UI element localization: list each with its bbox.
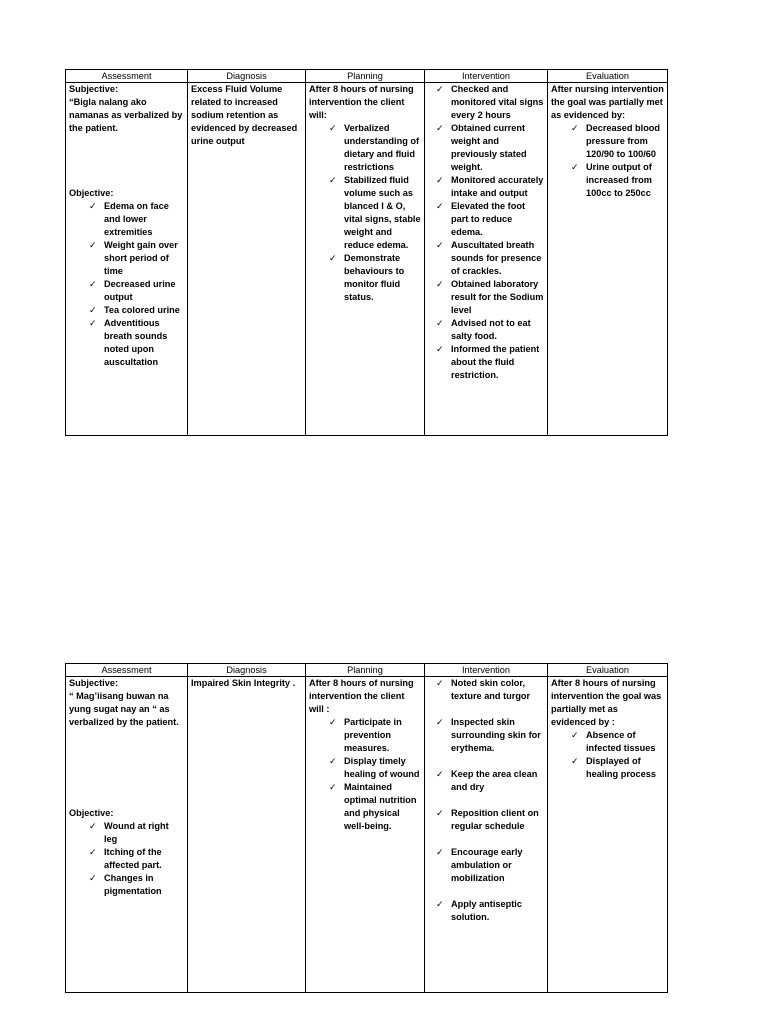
list-item: ✓ Verbalized understanding of dietary and fluid restrictions <box>329 123 420 172</box>
care-plan-table-skin-integrity <box>65 663 668 993</box>
list-item: ✓ Absence of infected tissues <box>571 730 656 753</box>
list-item: ✓ Itching of the affected part. <box>89 847 162 870</box>
check-icon: ✓ <box>436 123 444 133</box>
check-icon: ✓ <box>329 253 337 263</box>
check-icon: ✓ <box>329 717 337 727</box>
check-icon: ✓ <box>436 84 444 94</box>
check-icon: ✓ <box>89 873 97 883</box>
check-icon: ✓ <box>89 279 97 289</box>
list-item: ✓ Stabilized fluid volume such as blanced I & O, vital signs, stable weight and reduce edema. <box>329 175 421 250</box>
list-item: ✓ Auscultated breath sounds for presence of crackles. <box>436 240 542 276</box>
care-plan-table-fluid-volume <box>65 69 668 436</box>
header-planning: Planning <box>306 70 425 83</box>
header-planning: Planning <box>306 664 425 677</box>
check-icon: ✓ <box>571 756 579 766</box>
subjective-text: “Bigla nalang ako namanas as verbalized by the patient. <box>69 97 183 133</box>
table-row <box>66 83 668 436</box>
header-diagnosis: Diagnosis <box>188 664 306 677</box>
list-item: ✓ Keep the area clean and dry <box>436 769 538 792</box>
list-item: ✓ Participate in prevention measures. <box>329 717 402 753</box>
check-icon: ✓ <box>89 821 97 831</box>
list-item: ✓ Maintained optimal nutrition and physical well-being. <box>329 782 417 831</box>
list-item: ✓ Reposition client on regular schedule <box>436 808 539 831</box>
check-icon: ✓ <box>436 899 444 909</box>
planning-intro: After 8 hours of nursing intervention the client will: <box>309 84 414 120</box>
header-diagnosis: Diagnosis <box>188 70 306 83</box>
list-item: ✓ Decreased urine output <box>89 279 176 302</box>
evaluation-cell <box>548 83 668 436</box>
header-evaluation: Evaluation <box>548 664 668 677</box>
list-item: ✓ Displayed of healing process <box>571 756 656 779</box>
diagnosis-cell <box>188 677 306 993</box>
header-row <box>66 70 668 83</box>
objective-label: Objective: <box>69 188 114 198</box>
assessment-cell <box>66 677 188 993</box>
check-icon: ✓ <box>329 123 337 133</box>
diagnosis-cell <box>188 83 306 436</box>
check-icon: ✓ <box>571 162 579 172</box>
list-item: ✓ Tea colored urine <box>89 305 180 315</box>
evaluation-intro: After nursing intervention the goal was partially met as evidenced by: <box>551 84 664 120</box>
check-icon: ✓ <box>89 305 97 315</box>
list-item: ✓ Display timely healing of wound <box>329 756 420 779</box>
diagnosis-text: Impaired Skin Integrity . <box>191 678 296 688</box>
list-item: ✓ Encourage early ambulation or mobilization <box>436 847 523 883</box>
header-assessment: Assessment <box>66 70 188 83</box>
subjective-label: Subjective: <box>69 84 119 94</box>
header-row <box>66 664 668 677</box>
diagnosis-text: Excess Fluid Volume related to increased sodium retention as evidenced by decreased urine output <box>191 84 298 146</box>
list-item: ✓ Elevated the foot part to reduce edema. <box>436 201 526 237</box>
list-item: ✓ Checked and monitored vital signs every 2 hours <box>436 84 544 120</box>
header-intervention: Intervention <box>425 70 548 83</box>
intervention-cell <box>425 677 548 993</box>
check-icon: ✓ <box>436 175 444 185</box>
list-item: ✓ Demonstrate behaviours to monitor fluid status. <box>329 253 405 302</box>
evaluation-intro: After 8 hours of nursing intervention the goal was partially met as evidenced by : <box>551 678 662 727</box>
check-icon: ✓ <box>436 769 444 779</box>
check-icon: ✓ <box>436 808 444 818</box>
check-icon: ✓ <box>89 847 97 857</box>
check-icon: ✓ <box>329 756 337 766</box>
list-item: ✓ Urine output of increased from 100cc to 250cc <box>571 162 652 198</box>
header-intervention: Intervention <box>425 664 548 677</box>
list-item: ✓ Noted skin color, texture and turgor <box>436 678 531 701</box>
planning-cell <box>306 677 425 993</box>
check-icon: ✓ <box>436 279 444 289</box>
list-item: ✓ Informed the patient about the fluid restriction. <box>436 344 540 380</box>
check-icon: ✓ <box>436 847 444 857</box>
evaluation-cell <box>548 677 668 993</box>
planning-intro: After 8 hours of nursing intervention the client will : <box>309 678 414 714</box>
list-item: ✓ Changes in pigmentation <box>89 873 162 896</box>
list-item: ✓ Wound at right leg <box>89 821 169 844</box>
list-item: ✓ Obtained current weight and previously stated weight. <box>436 123 527 172</box>
check-icon: ✓ <box>89 318 97 328</box>
check-icon: ✓ <box>89 240 97 250</box>
check-icon: ✓ <box>436 717 444 727</box>
objective-label: Objective: <box>69 808 114 818</box>
list-item: ✓ Inspected skin surrounding skin for erythema. <box>436 717 541 753</box>
check-icon: ✓ <box>436 344 444 354</box>
header-evaluation: Evaluation <box>548 70 668 83</box>
planning-cell <box>306 83 425 436</box>
subjective-label: Subjective: <box>69 678 119 688</box>
list-item: ✓ Obtained laboratory result for the Sodium level <box>436 279 544 315</box>
check-icon: ✓ <box>436 318 444 328</box>
check-icon: ✓ <box>571 123 579 133</box>
table-row <box>66 677 668 993</box>
list-item: ✓ Monitored accurately intake and output <box>436 175 544 198</box>
assessment-cell <box>66 83 188 436</box>
intervention-cell <box>425 83 548 436</box>
check-icon: ✓ <box>89 201 97 211</box>
check-icon: ✓ <box>329 782 337 792</box>
check-icon: ✓ <box>436 201 444 211</box>
check-icon: ✓ <box>436 678 444 688</box>
check-icon: ✓ <box>329 175 337 185</box>
list-item: ✓ Adventitious breath sounds noted upon auscultation <box>89 318 168 367</box>
list-item: ✓ Weight gain over short period of time <box>89 240 178 276</box>
header-assessment: Assessment <box>66 664 188 677</box>
check-icon: ✓ <box>571 730 579 740</box>
list-item: ✓ Apply antiseptic solution. <box>436 899 522 922</box>
check-icon: ✓ <box>436 240 444 250</box>
list-item: ✓ Advised not to eat salty food. <box>436 318 531 341</box>
subjective-text: “ Mag’iisang buwan na yung sugat nay an “ as verbalized by the patient. <box>69 691 179 727</box>
list-item: ✓ Edema on face and lower extremities <box>89 201 169 237</box>
list-item: ✓ Decreased blood pressure from 120/90 to 100/60 <box>571 123 661 159</box>
